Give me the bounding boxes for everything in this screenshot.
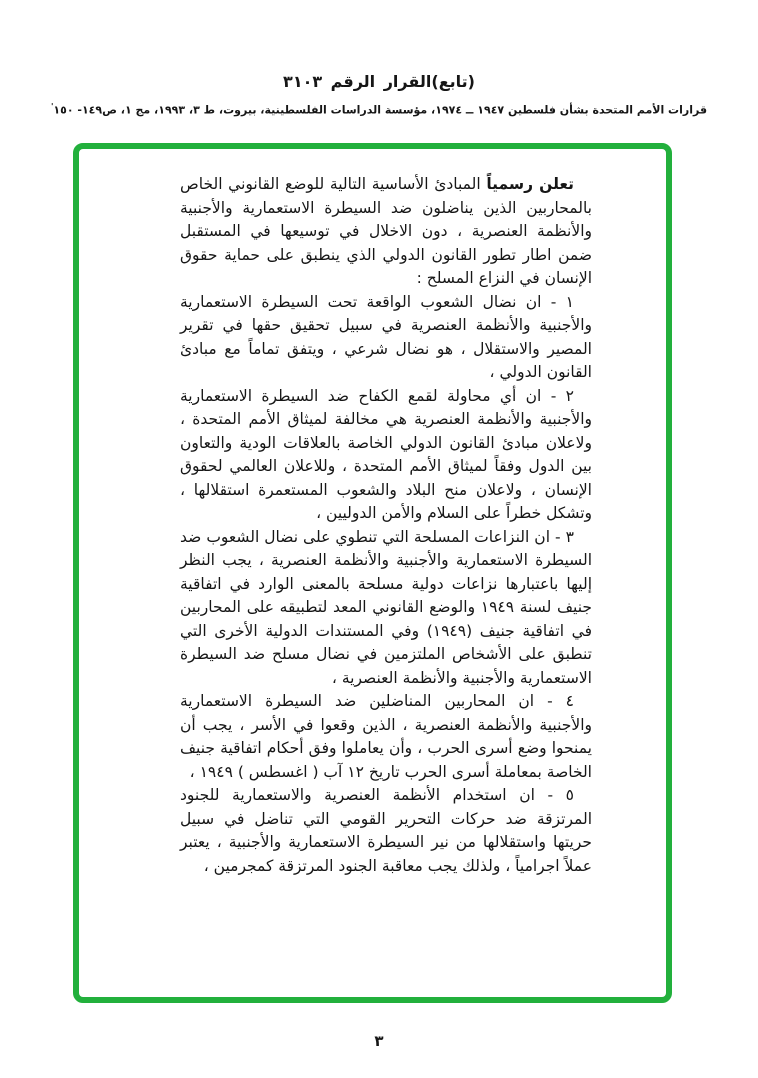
page-number: ٣ <box>374 1032 384 1050</box>
resolution-title: (تابع)القرار الرقم ٣١٠٣ <box>283 72 475 91</box>
clause-paragraph-1 <box>180 291 592 385</box>
clause-marker-4: ٤ - <box>547 692 574 710</box>
clause-paragraph-2 <box>180 385 592 526</box>
clause-marker-3: ٣ - <box>555 527 574 546</box>
intro-text: المبادئ الأساسية التالية للوضع القانوني الخاص بالمحاربين الذين يناضلون ضد السيطرة الاستعمارية والأجنبية والأنظمة العنصرية ، دون الاخلال في توسيعها في المستقبل ضمن اطار تطور القانون الدولي الذي ينطبق على حماية حقوق الإنسان في النزاع المسلح : <box>180 175 592 287</box>
clause-text-2: ان أي محاولة لقمع الكفاح ضد السيطرة الاستعمارية والأجنبية والأنظمة العنصرية هي مخالفة لميثاق الأمم المتحدة ، ولاعلان مبادئ القانون الدولي الخاصة بالعلاقات الودية والتعاون بين الدول وفقاً لميثاق الأمم المتحدة ، وللاعلان العالمي لحقوق الإنسان ، ولاعلان منح البلاد والشعوب المستعمرة استقلالها ، وتشكل خطراً على السلام والأمن الدوليين ، <box>180 386 592 522</box>
clause-marker-5: ٥ - <box>547 786 574 804</box>
intro-lead: تعلن رسمياً <box>486 175 574 193</box>
clause-text-1: ان نضال الشعوب الواقعة تحت السيطرة الاستعمارية والأجنبية والأنظمة العنصرية في سبيل تحقيق حقها في تقرير المصير والاستقلال ، هو نضال شرعي ، ويتفق تماماً مع مبادئ القانون الدولي ، <box>180 292 592 381</box>
clause-paragraph-4 <box>180 690 592 784</box>
body-text <box>180 173 592 878</box>
clause-paragraph-5 <box>180 784 592 878</box>
footnote-mark: ' <box>50 102 54 111</box>
clause-marker-1: ١ - <box>550 292 574 311</box>
clause-text-5: ان استخدام الأنظمة العنصرية والاستعمارية للجنود المرتزقة ضد حركات التحرير القومي التي تناضل في سبيل حريتها واستقلالها من نير السيطرة الاستعمارية والأجنبية ، يعتبر عملاً اجرامياً ، ولذلك يجب معاقبة الجنود المرتزقة كمجرمين ، <box>180 786 592 875</box>
clause-marker-2: ٢ - <box>550 386 574 405</box>
source-citation-text: قرارات الأمم المتحدة بشأن فلسطين ١٩٤٧ ــ ١٩٧٤، مؤسسة الدراسات الفلسطينية، بيروت، ط ٣، ١٩٩٣، مج ١، ص١٤٩- ١٥٠ <box>53 103 708 117</box>
clause-text-3: ان النزاعات المسلحة التي تنطوي على نضال الشعوب ضد السيطرة الاستعمارية والأجنبية والأنظمة العنصرية ، يجب النظر إليها باعتبارها نزاعات دولية مسلحة بالمعنى الوارد في اتفاقية جنيف لسنة ١٩٤٩ والوضع القانوني المعد لتطبيقه على المحاربين في اتفاقية جنيف (١٩٤٩) وفي المستندات الدولية الأخرى التي تنطبق على الأشخاص الملتزمين في نضال مسلح ضد السيطرة الاستعمارية والأجنبية والأنظمة العنصرية ، <box>180 527 592 687</box>
text-frame <box>73 143 672 1003</box>
clause-paragraph-3 <box>180 526 592 691</box>
source-citation <box>0 102 758 117</box>
intro-paragraph <box>180 173 592 291</box>
clause-text-4: ان المحاربين المناضلين ضد السيطرة الاستعمارية والأجنبية والأنظمة العنصرية ، الذين وقعوا في الأسر ، يجب أن يمنحوا وضع أسرى الحرب ، وأن يعاملوا وفق أحكام اتفاقية جنيف الخاصة بمعاملة أسرى الحرب تاريخ ١٢ آب ( اغسطس ) ١٩٤٩ ، <box>180 692 592 781</box>
